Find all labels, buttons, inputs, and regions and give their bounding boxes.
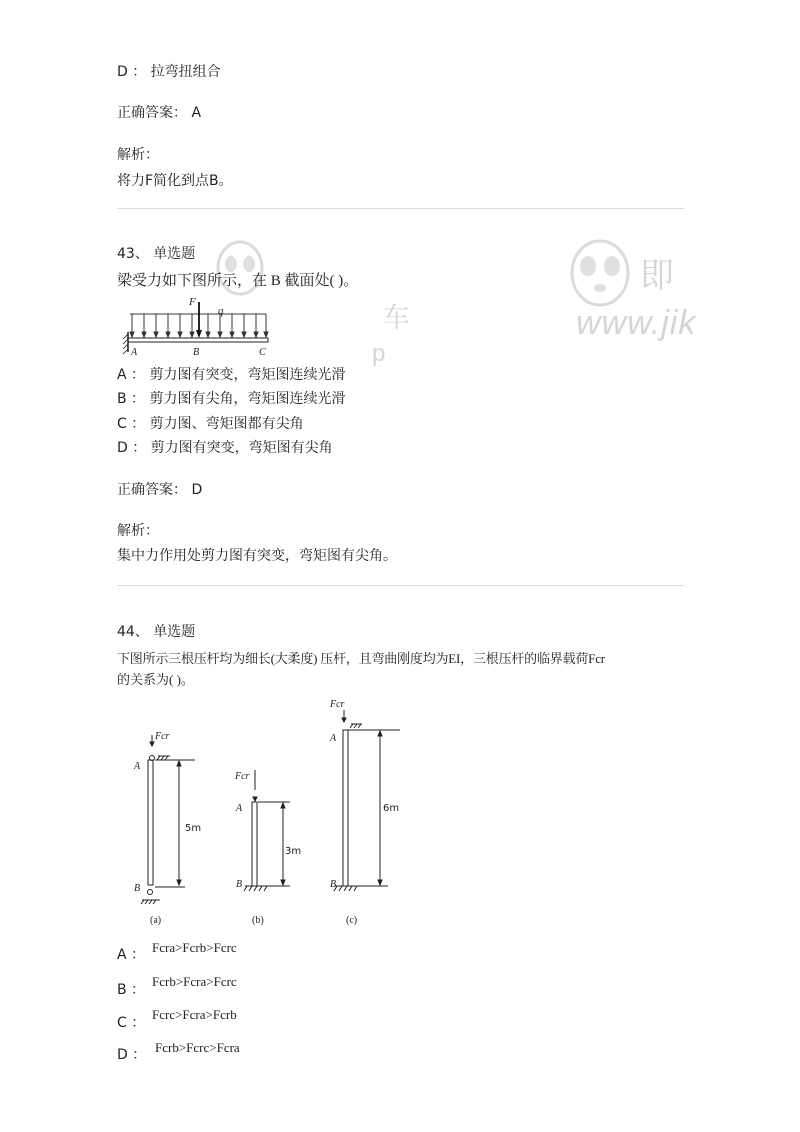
- prev-answer: 正确答案： A: [117, 105, 202, 121]
- q43-option-a: A ： 剪力图有突变，弯矩图连续光滑: [117, 367, 346, 383]
- fig-a-caption: (a): [150, 915, 162, 926]
- fig-c-label-B: B: [330, 879, 337, 890]
- divider: [117, 585, 684, 586]
- q44-option-d-letter: D ：: [117, 1047, 147, 1063]
- q44-option-a-letter: A ：: [117, 947, 146, 963]
- q44-header: 44、 单选题: [117, 624, 196, 640]
- watermark-char-p: p: [372, 340, 386, 367]
- q43-label-F: F: [189, 296, 196, 308]
- q43-option-d: D ： 剪力图有突变，弯矩图有尖角: [117, 440, 333, 456]
- q43-option-c: C ： 剪力图、弯矩图都有尖角: [117, 416, 304, 432]
- q44-stem-line2: 的关系为( )。: [117, 672, 194, 687]
- q44-option-b-letter: B ：: [117, 982, 146, 998]
- prev-analysis-label: 解析：: [117, 147, 159, 163]
- q43-analysis-text: 集中力作用处剪力图有突变，弯矩图有尖角。: [117, 548, 397, 564]
- fig-b-label-B: B: [236, 879, 243, 890]
- q43-stem: 梁受力如下图所示，在 B 截面处( )。: [117, 273, 359, 289]
- q43-answer: 正确答案： D: [117, 482, 203, 498]
- fig-c-length: 6m: [383, 803, 400, 814]
- q43-label-q: q: [218, 305, 224, 317]
- q44-option-d-text: Fcrb>Fcrc>Fcra: [155, 1040, 240, 1055]
- q44-columns-figure: [130, 690, 420, 930]
- divider: [117, 208, 684, 209]
- q44-option-c-letter: C ：: [117, 1015, 146, 1031]
- q44-stem-line1: 下图所示三根压杆均为细长(大柔度) 压杆，且弯曲刚度均为EI，三根压杆的临界载荷Fcr: [117, 651, 605, 666]
- fig-a-label-B: B: [134, 883, 141, 894]
- fig-b-caption: (b): [252, 915, 264, 926]
- fig-a-label-A: A: [134, 761, 141, 772]
- fig-b-label-A: A: [236, 803, 243, 814]
- q43-option-b: B ： 剪力图有尖角，弯矩图连续光滑: [117, 391, 346, 407]
- panda-watermark-icon: [215, 238, 265, 303]
- fig-b-length: 3m: [285, 846, 302, 857]
- q44-option-c-text: Fcrc>Fcra>Fcrb: [152, 1007, 237, 1022]
- fig-c-caption: (c): [346, 915, 358, 926]
- watermark-char: 车: [382, 302, 411, 333]
- q43-label-A: A: [131, 347, 138, 358]
- q43-label-C: C: [259, 347, 266, 358]
- fig-b-fcr: Fcr: [235, 771, 250, 782]
- fig-a-length: 5m: [185, 823, 202, 834]
- fig-c-fcr: Fcr: [330, 699, 345, 710]
- q44-option-b-text: Fcrb>Fcra>Fcrc: [152, 974, 237, 989]
- fig-a-fcr: Fcr: [155, 731, 170, 742]
- prev-analysis-text: 将力F简化到点B。: [117, 173, 233, 189]
- q43-analysis-label: 解析：: [117, 523, 159, 539]
- fig-c-label-A: A: [330, 733, 337, 744]
- q43-label-B: B: [193, 347, 200, 358]
- watermark-text-ji: 即: [640, 257, 674, 295]
- q44-option-a-text: Fcra>Fcrb>Fcrc: [152, 940, 237, 955]
- q43-beam-figure: [120, 296, 280, 360]
- watermark-url: www.jik: [576, 304, 697, 342]
- prev-option-d: D ： 拉弯扭组合: [117, 64, 221, 80]
- q43-header: 43、 单选题: [117, 246, 196, 262]
